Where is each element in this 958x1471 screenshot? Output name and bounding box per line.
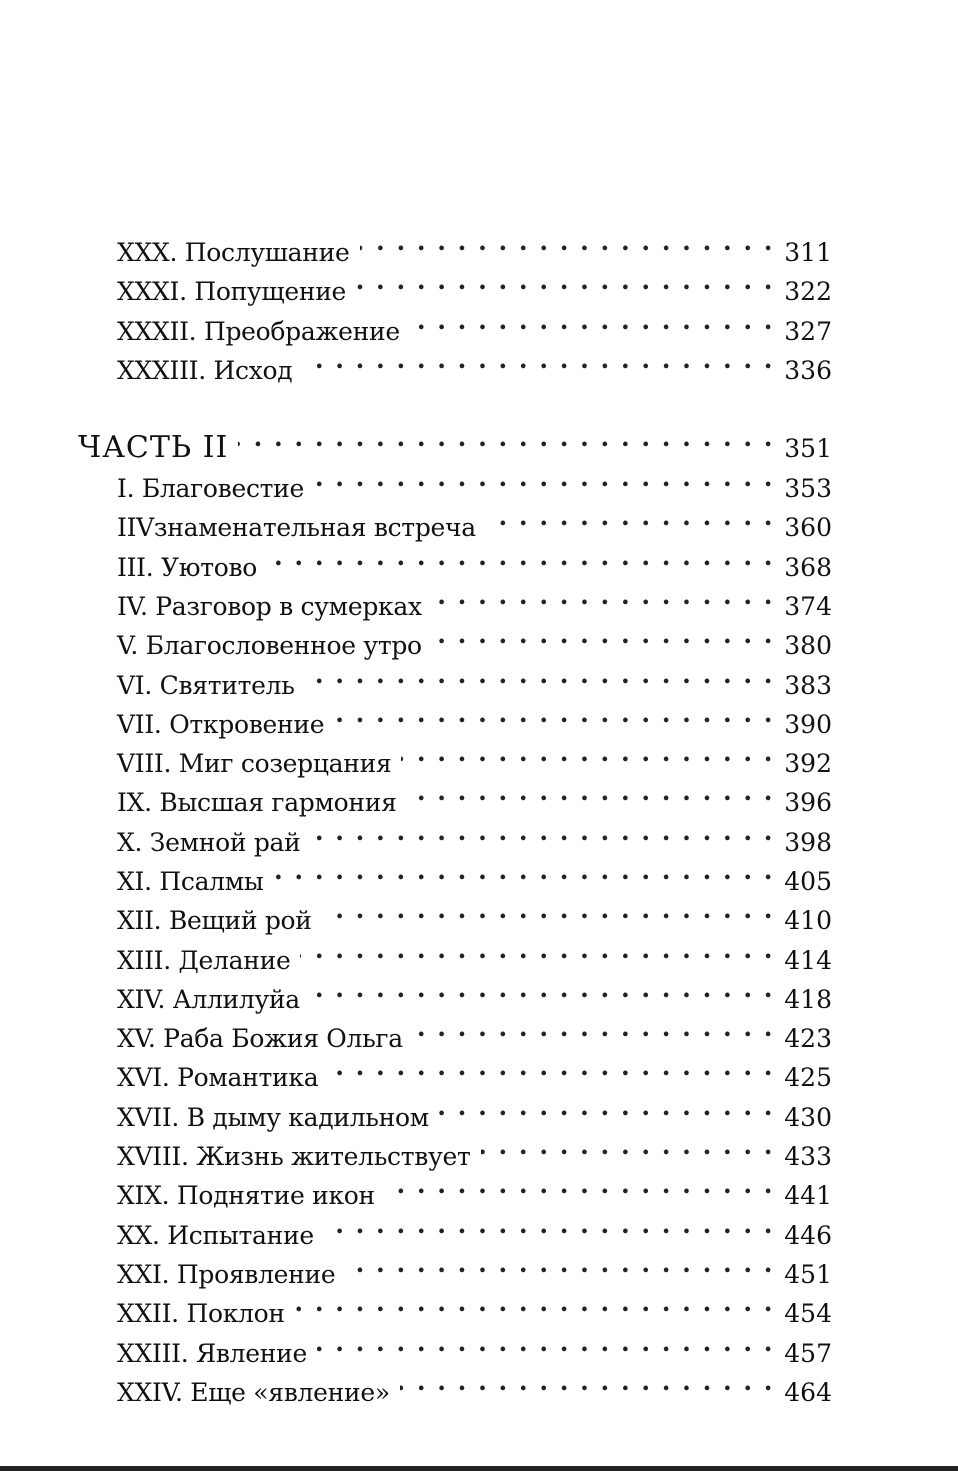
toc-entry-title: IX. Высшая гармония (117, 788, 397, 817)
toc-entry-title: XIV. Аллилуйа (117, 985, 300, 1014)
toc-dot-leader (410, 302, 774, 340)
toc-entry-page: 457 (784, 1339, 832, 1368)
toc-entry-title: XXXII. Преображение (117, 317, 400, 346)
toc-entry (117, 1166, 832, 1210)
toc-entry-page: 336 (784, 356, 832, 385)
toc-entry (117, 262, 832, 306)
toc-entry-title: XXIII. Явление (117, 1339, 307, 1368)
toc-dot-leader (481, 1127, 775, 1165)
toc-entry-page: 353 (784, 474, 832, 503)
toc-entry-page: 433 (784, 1142, 832, 1171)
toc-entry (117, 970, 832, 1014)
toc-entry (117, 1009, 832, 1053)
toc-dot-leader (360, 223, 775, 261)
toc-entry-page: 454 (784, 1299, 832, 1328)
toc-dot-leader (311, 813, 774, 851)
toc-entry-page: 396 (784, 788, 832, 817)
toc-entry-page: 405 (784, 867, 832, 896)
toc-dot-leader (295, 1284, 774, 1322)
toc-entry (117, 341, 832, 385)
toc-entry-title: III. Уютово (117, 553, 258, 582)
toc-dot-leader (432, 616, 774, 654)
toc-entry-page: 464 (784, 1378, 832, 1407)
toc-dot-leader (345, 1245, 774, 1283)
toc-entry-title: XXIV. Еще «явление» (117, 1378, 390, 1407)
toc-dot-leader (356, 262, 774, 300)
toc-entry-page: 383 (784, 671, 832, 700)
toc-entry-page: 327 (784, 317, 832, 346)
toc-entry-page: 374 (784, 592, 832, 621)
toc-entry-page: 414 (784, 946, 832, 975)
toc-entry (117, 813, 832, 857)
toc-entry-page: 368 (784, 553, 832, 582)
toc-entry-title: XVIII. Жизнь жительствует (117, 1142, 471, 1171)
toc-dot-leader (324, 1206, 774, 1244)
part-page: 351 (784, 434, 832, 463)
toc-entry (117, 1088, 832, 1132)
toc-entry (117, 734, 832, 778)
toc-entry-page: 446 (784, 1221, 832, 1250)
toc-entry (117, 931, 832, 975)
toc-entry (117, 1324, 832, 1368)
toc-entry (117, 498, 832, 542)
toc-entry (117, 538, 832, 582)
toc-dot-leader (317, 1324, 774, 1362)
toc-entry-page: 311 (784, 238, 832, 267)
toc-entry (117, 223, 832, 267)
toc-entry-page: 418 (784, 985, 832, 1014)
toc-entry-page: 441 (784, 1181, 832, 1210)
toc-dot-leader (314, 459, 774, 497)
toc-entry-title: XIII. Делание (117, 946, 291, 975)
toc-dot-leader (400, 1363, 774, 1401)
toc-dot-leader (238, 419, 774, 457)
toc-entry-title: XXI. Проявление (117, 1260, 336, 1289)
toc-entry-title: I. Благовестие (117, 474, 305, 503)
toc-entry-title: XV. Раба Божия Ольга (117, 1024, 403, 1053)
toc-entry-page: 360 (784, 513, 832, 542)
toc-entry (117, 1127, 832, 1171)
toc-dot-leader (413, 1009, 774, 1047)
toc-dot-leader (334, 695, 774, 733)
toc-dot-leader (305, 656, 774, 694)
toc-dot-leader (310, 970, 774, 1008)
toc-entry-title: VIII. Миг созерцания (117, 749, 392, 778)
toc-entry-page: 430 (784, 1103, 832, 1132)
toc-entry (117, 852, 832, 896)
toc-entry-title: XII. Вещий рой (117, 906, 312, 935)
toc-dot-leader (432, 577, 774, 615)
toc-entry-page: 392 (784, 749, 832, 778)
toc-entry-page: 398 (784, 828, 832, 857)
toc-entry-title: XXXI. Попущение (117, 277, 347, 306)
toc-entry (117, 459, 832, 503)
toc-entry-title: XIX. Поднятие икон (117, 1181, 375, 1210)
toc-entry-title: XXXIII. Исход (117, 356, 293, 385)
toc-dot-leader (407, 773, 774, 811)
toc-entry-page: 410 (784, 906, 832, 935)
toc-dot-leader (439, 1088, 774, 1126)
toc-entry-title: XVII. В дыму кадильном (117, 1103, 429, 1132)
toc-dot-leader (486, 498, 774, 536)
toc-entry (117, 577, 832, 621)
toc-entry (117, 1284, 832, 1328)
toc-dot-leader (302, 341, 774, 379)
part-title: ЧАСТЬ II (78, 430, 229, 465)
page-bottom-edge (0, 1466, 958, 1471)
toc-entry-title: X. Земной рай (117, 828, 301, 857)
toc-entry (117, 773, 832, 817)
toc-entry (117, 1206, 832, 1250)
toc-entry-title: XX. Испытание (117, 1221, 314, 1250)
toc-dot-leader (385, 1166, 774, 1204)
toc-entry-title: IIVзнаменательная встреча (117, 513, 476, 542)
toc-entry (117, 1363, 832, 1407)
toc-entry-title: VII. Откровение (117, 710, 325, 739)
toc-dot-leader (300, 931, 774, 969)
toc-dot-leader (274, 852, 775, 890)
toc-entry (117, 695, 832, 739)
toc-entry (117, 656, 832, 700)
toc-dot-leader (401, 734, 774, 772)
toc-dot-leader (322, 891, 774, 929)
toc-entry-title: XXII. Поклон (117, 1299, 285, 1328)
toc-dot-leader (267, 538, 774, 576)
toc-dot-leader (328, 1048, 774, 1086)
toc-entry-title: XI. Псалмы (117, 867, 264, 896)
toc-entry-title: V. Благословенное утро (117, 631, 422, 660)
toc-entry-page: 451 (784, 1260, 832, 1289)
toc-entry (117, 1048, 832, 1092)
toc-entry-title: VI. Святитель (117, 671, 295, 700)
toc-entry-page: 423 (784, 1024, 832, 1053)
toc-entry-title: IV. Разговор в сумерках (117, 592, 422, 621)
toc-entry-page: 390 (784, 710, 832, 739)
toc-entry-page: 425 (784, 1063, 832, 1092)
toc-entry-title: XVI. Романтика (117, 1063, 319, 1092)
toc-entry (117, 1245, 832, 1289)
toc-entry-title: XXX. Послушание (117, 238, 350, 267)
toc-entry-page: 322 (784, 277, 832, 306)
toc-part-heading (78, 419, 832, 465)
toc-entry (117, 302, 832, 346)
toc-entry-page: 380 (784, 631, 832, 660)
toc-entry (117, 891, 832, 935)
toc-entry (117, 616, 832, 660)
